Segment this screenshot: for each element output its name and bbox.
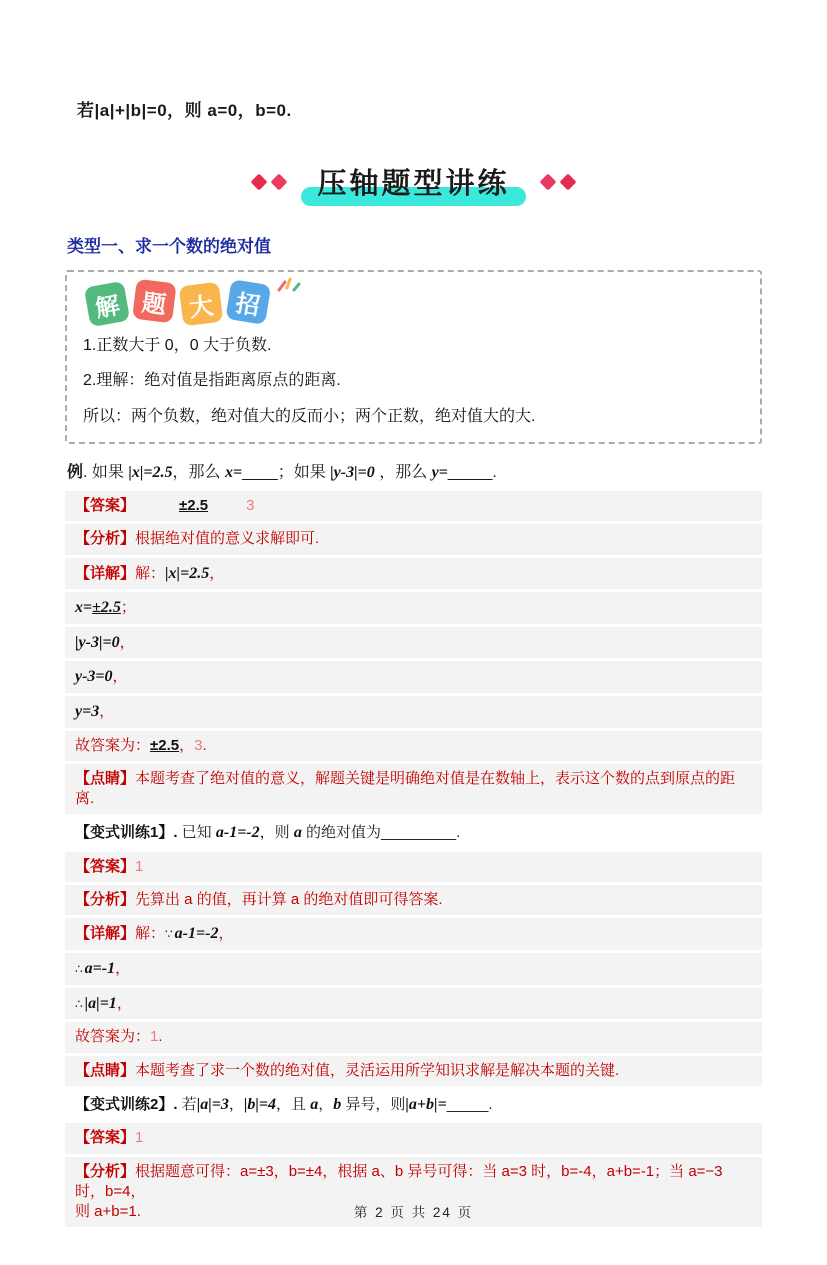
- analysis-text: 根据题意可得：a=±3，b=±4，根据 a、b 异号可得：当 a=3 时，b=-4，a+b=-1；当 a=−3 时，b=4，: [75, 1162, 723, 1200]
- analysis-label: 【分析】: [75, 1162, 136, 1180]
- tip-line: 2.理解：绝对值是指距离原点的距离.: [83, 372, 341, 390]
- example-prompt: [67, 459, 762, 482]
- text-segment: ，: [119, 633, 135, 651]
- badge-tile-icon: 大: [179, 282, 224, 327]
- text-segment: ，: [115, 960, 131, 978]
- math-segment: a-1=-2: [174, 925, 219, 943]
- blank-segment: _____: [446, 1095, 489, 1113]
- solution-step: [65, 661, 762, 693]
- diamonds-left-icon: [249, 176, 289, 188]
- remark-line: [65, 764, 762, 815]
- text-segment: 解：: [135, 564, 166, 582]
- conclusion-line: [65, 731, 762, 761]
- remark-label: 【点睛】: [75, 769, 136, 787]
- badge-tile-icon: 招: [225, 279, 271, 325]
- conclusion-line: [65, 1022, 762, 1052]
- text-segment: 故答案为：: [75, 1028, 151, 1046]
- text-segment: ，: [209, 564, 225, 582]
- badge-tile-icon: 题: [132, 279, 177, 324]
- text-segment: ，: [179, 736, 195, 754]
- text-segment: ；: [120, 599, 136, 617]
- solution-step: [65, 953, 762, 985]
- blank-segment: ____: [242, 464, 278, 482]
- text-segment: 故答案为：: [75, 736, 151, 754]
- text-segment: .: [492, 464, 497, 482]
- math-segment: a=-1: [84, 960, 116, 978]
- solution-step: [65, 627, 762, 659]
- math-segment: ±2.5: [92, 599, 121, 617]
- math-segment: a-1=-2: [215, 824, 260, 842]
- text-segment: .: [488, 1095, 493, 1113]
- page-footer: 第 2 页 共 24 页: [353, 1205, 474, 1220]
- text-segment: .: [202, 736, 207, 754]
- answer-value: 1: [150, 1028, 159, 1046]
- remark-line: [65, 1056, 762, 1086]
- detail-label: 【详解】: [75, 564, 136, 582]
- text-segment: ；如果: [277, 464, 331, 482]
- statement-text: 若|a|+|b|=0，则 a=0，b=0.: [77, 101, 292, 120]
- solution-step: [65, 696, 762, 728]
- math-segment: y=: [431, 464, 448, 482]
- example-solution: [65, 491, 762, 1227]
- answer-label: 【答案】: [75, 857, 136, 875]
- tip-line: 1.正数大于 0，0 大于负数.: [83, 337, 272, 354]
- answer-value: 1: [135, 1129, 144, 1147]
- text-segment: .: [158, 1028, 163, 1046]
- variant-prompt: [65, 817, 762, 849]
- text-segment: ，: [112, 668, 128, 686]
- remark-label: 【点睛】: [75, 1061, 136, 1079]
- answer-value: 1: [135, 857, 144, 875]
- worksheet-page: [0, 96, 827, 1227]
- solving-tricks-badge: [87, 284, 297, 324]
- variant-prompt: [65, 1089, 762, 1121]
- solution-step: [65, 988, 762, 1020]
- math-segment: |a|=1: [84, 994, 117, 1012]
- answer-label: 【答案】: [75, 1129, 136, 1147]
- math-segment: x=: [75, 599, 93, 617]
- math-segment: a: [293, 824, 302, 842]
- text-segment: 的绝对值为: [301, 824, 381, 842]
- text-segment: ，: [318, 1095, 334, 1113]
- text-segment: ，: [99, 703, 115, 721]
- section-banner: [65, 161, 762, 202]
- analysis-line: [65, 885, 762, 915]
- text-segment: 异号，则: [341, 1095, 406, 1113]
- text-segment: ，: [218, 925, 234, 943]
- answer-label: 【答案】: [75, 497, 136, 515]
- text-segment: 若: [177, 1095, 197, 1113]
- answer-value: 3: [246, 497, 255, 515]
- answer-line: [65, 491, 762, 521]
- math-segment: |x|=2.5: [128, 464, 173, 482]
- math-segment: |x|=2.5: [165, 564, 210, 582]
- variant-title: 【变式训练1】.: [75, 824, 178, 842]
- text-segment: ，: [116, 994, 132, 1012]
- math-segment: |a+b|=: [405, 1095, 447, 1113]
- math-segment: b: [333, 1095, 342, 1113]
- remark-text: 本题考查了求一个数的绝对值，灵活运用所学知识求解是解决本题的关键.: [135, 1061, 620, 1079]
- text-segment: . 如果: [83, 464, 129, 482]
- math-segment: a: [310, 1095, 319, 1113]
- therefore-symbol: ∴: [75, 962, 83, 977]
- banner-title-text: 压轴题型讲练: [317, 168, 510, 200]
- tip-line: 所以：两个负数，绝对值大的反而小；两个正数，绝对值大的大.: [83, 407, 536, 425]
- analysis-line: [65, 524, 762, 554]
- answer-line: [65, 852, 762, 882]
- text-segment: ，且: [276, 1095, 311, 1113]
- because-symbol: ∵: [165, 927, 173, 942]
- badge-tile-icon: 解: [84, 281, 130, 327]
- example-label: 例: [67, 464, 84, 482]
- answer-value: ±2.5: [179, 497, 209, 515]
- banner-title: [305, 161, 521, 202]
- answer-value: 3: [194, 736, 203, 754]
- answer-value: ±2.5: [150, 736, 180, 754]
- text-segment: 已知: [177, 824, 216, 842]
- blank-segment: _________: [380, 824, 457, 842]
- analysis-label: 【分析】: [75, 891, 136, 909]
- diamonds-right-icon: [538, 176, 578, 188]
- analysis-text: 则 a+b=1.: [75, 1203, 141, 1221]
- solution-step: [65, 592, 762, 624]
- math-segment: |y-3|=0: [75, 633, 120, 651]
- remark-text: 本题考查了绝对值的意义，解题关键是明确绝对值是在数轴上，表示这个数的点到原点的距离.: [75, 769, 736, 808]
- analysis-text: 先算出 a 的值，再计算 a 的绝对值即可得答案.: [135, 891, 443, 909]
- text-segment: ，那么: [172, 464, 225, 482]
- text-segment: ，: [228, 1095, 244, 1113]
- text-segment: ，则: [259, 824, 294, 842]
- confetti-icon: [273, 272, 303, 296]
- text-segment: 解：: [135, 925, 166, 943]
- detail-line: [65, 558, 762, 590]
- blank-segment: _____: [447, 464, 493, 482]
- analysis-text: 根据绝对值的意义求解即可.: [135, 530, 320, 548]
- therefore-symbol: ∴: [75, 996, 83, 1011]
- math-segment: |b|=4: [243, 1095, 277, 1113]
- detail-line: [65, 918, 762, 950]
- analysis-label: 【分析】: [75, 530, 136, 548]
- text-segment: ，那么: [374, 464, 432, 482]
- type-heading: 类型一、求一个数的绝对值: [67, 237, 271, 256]
- math-segment: y=3: [75, 703, 100, 721]
- math-segment: x=: [224, 464, 243, 482]
- detail-label: 【详解】: [75, 925, 136, 943]
- math-segment: y-3=0: [75, 668, 113, 686]
- answer-line: [65, 1123, 762, 1153]
- math-segment: |a|=3: [196, 1095, 229, 1113]
- text-segment: .: [456, 824, 461, 842]
- tips-box: [65, 270, 762, 444]
- math-segment: |y-3|=0: [330, 464, 375, 482]
- variant-title: 【变式训练2】.: [75, 1095, 178, 1113]
